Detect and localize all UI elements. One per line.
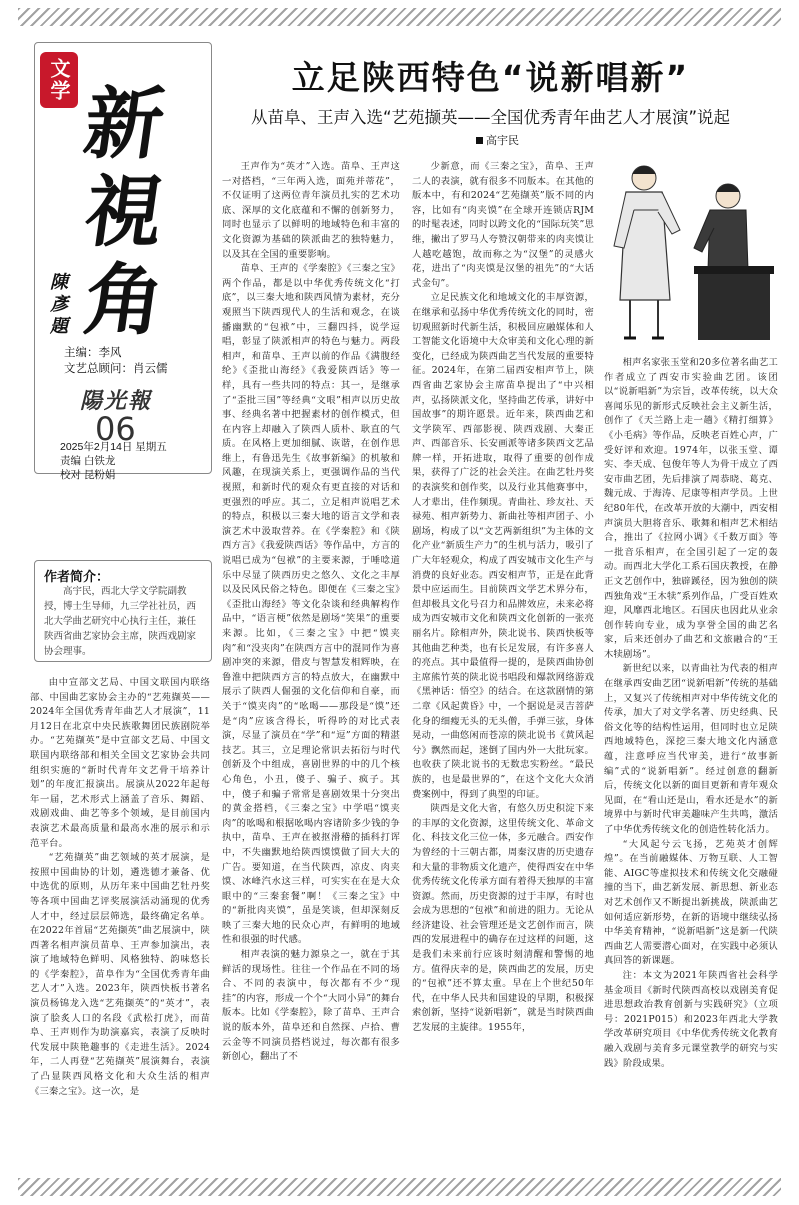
paragraph: “艺苑撷英”曲艺领域的英才展演，是按照中国曲协的计划，遴选德才兼备、优中选优的原则，从历年来中国曲艺牡丹奖等各项中国曲艺评奖展演活动涌现的优秀人才中，经过层层筛选，最终确定名单。在2022年首届“艺苑撷英”曲艺展演中，陕西著名相声演员苗阜、王声参加演出，表演了地域特色鲜明、风格独特、韵味悠长的《学秦腔》，苗阜作为“全国优秀青年曲艺人才”入选。2023年，陕西快板书著名演员杨锦龙入选“艺苑撷英”的“英才”，表演了脍炙人口的名段《武松打虎》，而苗阜、王声则作为助演嘉宾，表演了反映时代发展中陕艳趣事的《走进生活》。2024年，二人再登“艺苑撷英”展演舞台，表演了凸显陕西风格文化和大众生活的相声《三秦之宝》。这一次，是 [30, 852, 210, 1097]
chief-editor: 主编：李风 [64, 347, 122, 359]
paragraph: 立足民族文化和地域文化的丰厚资源，在继承和弘扬中华优秀传统文化的同时，密切观照新时代新生活，积极回应融媒体和人工智能文化语境中大众审美和文化心理的新变化，已经成为陕西曲艺当代发展的重要特征。2024年，在第二届西安相声节上，陕西省曲艺家协会主席苗阜提出了“中兴相声，弘扬陕派文化，坚持曲艺传承，讲好中国故事”的期许愿景。近年来，陕西曲艺和文学陕军、西部影视、陕西戏剧、大秦正声、西部音乐、长安画派等诸多陕西文艺品牌一样，开拓进取，取得了重要的创作成果，获得了广泛的社会关注。在曲艺牡丹奖的表演奖和创作奖，以及行业其他赛事中，人才辈出，佳作频现。青曲社、珍友社、天禄苑、相声新势力、新曲社等相声团子、小剧场，构成了以“文艺两新组织”为主体的文化产业“新质生产力”的生机与活力，吸引了广大年轻观众，构成了西安城市文化生产与消费的良好业态。西安相声节，正是在此背景中应运而生。目前陕西文学艺术界分布，但却极具文化号召力和品牌效应，未来必将成为西安城市文化和陕西文化创新的一张亮丽名片。除相声外，陕北说书、陕西快板等其他曲艺种类，也有长足发展，有许多喜人的亮点。其中最值得一提的，是陕西曲协创主席熊竹英的陕北说书唱段和爆款网络游戏《黑神话：悟空》的结合。在这款剧情的第二章《风起黄昏》中，一个据说是灵吉菩萨化身的细瘦无头的无头僧，手弹三弦，身体晃动，一曲悠闲而苍凉的陕北说书《黄风起兮》飘然而起，迷倒了国内外一大批玩家。也收获了陕北说书的无数忠实粉丝。“最民族的，也是最世界的”，在这个文化大众消费案例中，得到了典型的印证。 [412, 292, 594, 800]
title-char-3: 角 [78, 255, 170, 346]
article-headline: 立足陕西特色“说新唱新” [291, 58, 690, 97]
paragraph: 新世纪以来，以青曲社为代表的相声在继承西安曲艺团“说新唱新”传统的基础上，又复兴了传统相声对中华传统文化的传承，加大了对文学名著、历史经典、民俗文化等的结构性运用，但同时也立足陕西地域特色，深挖三秦大地文化内涵意蕴，注意呼应当代审美，进行“故事新编”式的“说新唱新”。经过创意的翻新后，传统文化以新的面目更新和青年观众见面，在“看山还是山，看水还是水”的新境界中与新时代审美趣味产生共鸣，激活了中华优秀传统文化的创造性转化活力。 [604, 663, 778, 835]
author-bio: 高宇民，西北大学文学院副教授，博士生导师，九三学社社员，西北大学曲艺研究中心执行主任，兼任陕西省曲艺家协会主席，陕西戏剧家协会理事。 [44, 586, 197, 657]
article-byline: 高宇民 [476, 132, 519, 148]
paragraph: 少新意，而《三秦之宝》，苗阜、王声二人的表演，就有很多不同版本。在其他的版本中，有和2024“艺苑撷英”版不同的内容，比如有“肉夹馍”在全球开连锁店RJM的时髦表述，同时以跨文化的“国际玩笑”思维，撇出了罗马人夸赞汉朝带来的肉夹馍让人越吃越饱，故而称之为“汉堡”的灵感火花，进出了“肉夹馍是汉堡的祖先”的“大话式金句”。 [412, 161, 594, 289]
art-advisor: 文艺总顾问：肖云儒 [64, 363, 168, 375]
page-number: 06 [95, 410, 136, 448]
article-column-2 [222, 160, 400, 1172]
title-char-1: 新 [78, 79, 170, 170]
paragraph: 注：本文为2021年陕西省社会科学基金项目《新时代陕西高校以戏剧美育促进思想政治教育创新与实践研究》（立项号：2021P015）和2023年西北大学教学改革研究项目《中华优秀传统文化教育融入戏剧与美育多元课堂教学的研究与实践》阶段成果。 [604, 969, 778, 1069]
article-column-1 [30, 676, 210, 1171]
date-block [60, 440, 167, 482]
paragraph: 相声名家张玉堂和20多位著名曲艺工作者成立了西安市实验曲艺团。该团以“说新唱新”为宗旨，改革传统，以大众喜闻乐见的新形式反映社会主义新生活，创作了《天兰路上走一趟》《精打细算》《小毛病》等作品，反映老百姓心声，广受好评和欢迎。1974年，以张玉堂、谭实、李天成、包俊年等人为骨干成立了西安市曲艺团，先后排演了周恭晓、葛克、魏元成、于海涛、尼康等相声学员。上世纪80年代，在改革开放的大潮中，西安相声演员大胆将音乐、歌舞和相声艺术相结合，推出了《拉网小调》《千数万面》等一批音乐相声，在全国引起了一定的轰动。而西北大学化工系石国庆教授，在静正文艺创作中，独辟蹊径，因为独创的陕西独角戏“王木犊”系列作品，广受百姓欢迎，风靡西北地区。石国庆也因此从业余创作转向专业，成为享誉全国的曲艺名家，后来还创办了曲艺和文旅融合的“王木犊剧场”。 [604, 357, 778, 660]
paragraph: 苗阜、王声的《学秦腔》《三秦之宝》两个作品，都是以中华优秀传统文化“打底”，以三秦大地和陕西风情为素材，充分观照当下陕西现代人的生活和观念，在谈播幽默的“包袱”中，三翻四抖，说学逗唱，彰显了陕派相声的特色与魅力。两段相声，和苗阜、王声以前的作品《满腹经纶》《歪批山海经》《我爱陕西话》等一样，具有一些共同的特点：其一，是继承了“歪批三国”等经典“文哏”相声以历史故事、经典名著中把握素材的创作模式，但在内容上却融入了陕西人质朴、耿直的气质。在风格上更加细腻、诙谐，在创作思维上，有鲁迅先生《故事新编》的机敏和风趣，在现演关系上，更强调作品的当代视照，和新时代的观众有更直接的对话和更强烈的呼应。其二，立足相声说唱艺术的特点，积极以三秦大地的语言文学和表演艺术中汲取营养。在《学秦腔》和《陕西方言》《我爱陕西话》等作品中，方言的说唱已成为“包袱”的主要来源，于唾唸道乐中尽显了陕西历史之悠久、文化之丰厚以及民风民俗之特色。即便在《三秦之宝》《歪批山海经》等文化杂谈和经典解构作品中，“语言梗”依然是剧场“笑果”的重要来源。比如，《三秦之宝》中把“馍夹肉”和“没夹肉”在陕西方言中的混同作为喜剧冲突的来源，借皮与智慧发相辉映，在鲁淮中把陕西方言的特点放大，在幽默中展示了陕西人倔强的文化信仰和自豪，而关于“馍夹肉”的“吆喝——那段是“馍”还是“肉”应该含得长，听得吟的对比式表演，尽显了演员在“学”和“逗”方面的精湛技艺。其三，立足理论常识去拓衍与时代创新及个中组成，喜剧世界的中的几个核心角色，小丑，傻子、骗子、疯子。其中，傻子和骗子常常是喜剧效果十分突出的黄金搭档，《三秦之宝》中学唱“馍夹肉”的吆喝和根据吆喝内容诸阶多少钱的争执中，苗阜、王声在被抠滑稽的插科打诨中，不失幽默地给陕西馍馍做了回大大的广告。要知道，在当代陕西，凉皮、肉夹馍、冰峰汽水这三样，可实实在在是大众眼中的“三秦套餐”啊！《三秦之宝》中的“新批肉夹馍”，虽是笑谈，但却深刻反映了三秦大地的民众心声，有鲜明的地域性和很强的时代感。 [222, 263, 400, 946]
paragraph: 陕西是文化大省，有悠久历史积淀下来的丰厚的文化资源，这里传统文化、革命文化、科技文化三位一体，多元融合。西安作为曾经的十三朝古都，周秦汉唐的历史遗存和大量的非物质文化遗产，使得西安在中华优秀传统文化传承方面有着得天独厚的丰富资源。然而，历史资源的过于丰厚，有时也会成为思想的“包袱”和前进的阻力。无论从经济建设、社会管理还是文艺创作而言，陕西的发展进程中的确存在过这样的问题，这是我们未来前行应该时刻清醒和警惕的地方。值得庆幸的是，陕西曲艺的发展，历史的“包袱”还不算太重。早在上个世纪50年代，在中华人民共和国建设的早期，积极探索创新，坚持“说新唱新”，就是当时陕西曲艺发展的主旋律。1955年， [412, 803, 594, 1034]
crosstalk-performers-illustration [606, 150, 776, 350]
bottom-border-band [18, 1178, 781, 1196]
paragraph: “大风起兮云飞扬，艺苑英才创辉煌”。在当前融媒体、万物互联、人工智能、AIGC等虚拟技术和传统文化交融碰撞的当下，曲艺新发展、新思想、新业态对艺术创作又不断提出新挑战，陕派曲艺如何适应新形势，在新的语境中继续弘扬中华美育精神，“说新唱新”这是新一代陕西曲艺人需要潜心面对，在实践中必须认真回答的新课题。 [604, 838, 778, 967]
calligraphy-signature: 陳彥題 [47, 272, 68, 338]
author-heading: 作者简介： [44, 569, 110, 584]
title-char-2: 視 [78, 167, 170, 258]
article-subheadline: 从苗阜、王声入选“艺苑撷英——全国优秀青年曲艺人才展演”说起 [250, 108, 731, 127]
paragraph: 相声表演的魅力源泉之一，就在于其鲜活的现场性。往往一个作品在不同的场合、不同的表演中，每次都有不少“现挂”的内容，形成一个个“大同小异”的舞台版本。比如《学秦腔》，除了苗阜、王声合说的版本外，苗阜还和自然探、卢拾、曹云金等不同演员搭档说过，每次都有很多新创心，翻出了不 [222, 949, 400, 1063]
article-column-3 [412, 160, 594, 1172]
newspaper-logo: 陽光報 [80, 388, 153, 414]
issue-date: 2025年2月14日 星期五 [60, 441, 167, 453]
article-column-4 [604, 356, 778, 1172]
top-border-band [18, 8, 781, 26]
paragraph: 由中宣部文艺局、中国文联国内联络部、中国曲艺家协会主办的“艺苑撷英——2024年全国优秀青年曲艺人才展演”，11月12日在北京中央民族歌舞团民族剧院举办。“艺苑撷英”是中宣部文艺局、中国文联国内联络部和相关全国文艺家协会共同组织实施的“新时代青年文艺骨干培养计划”的年度汇报演出。展演从2022年起每年一届，艺术形式上涵盖了音乐、舞蹈、戏剧戏曲、曲艺等多个领域，是目前国内表演艺术最高质量和最高水准的展示和示范平台。 [30, 677, 210, 849]
proofreader: 校对 昆粉娟 [60, 469, 116, 481]
editor: 责编 白铁龙 [60, 455, 116, 467]
paragraph: 王声作为“英才”入选。苗阜、王声这一对搭档，“三年两入选，面苑并蒂花”，不仅证明了这两位青年演员扎实的艺术功底、深厚的文化底蕴和不懈的创新努力，同时也显示了以鲜明的地域特色和丰富的文化资源为基础的陕派曲艺的独特魅力，以及其在全国的重要影响。 [222, 161, 400, 260]
section-badge: 文学 [40, 52, 78, 108]
